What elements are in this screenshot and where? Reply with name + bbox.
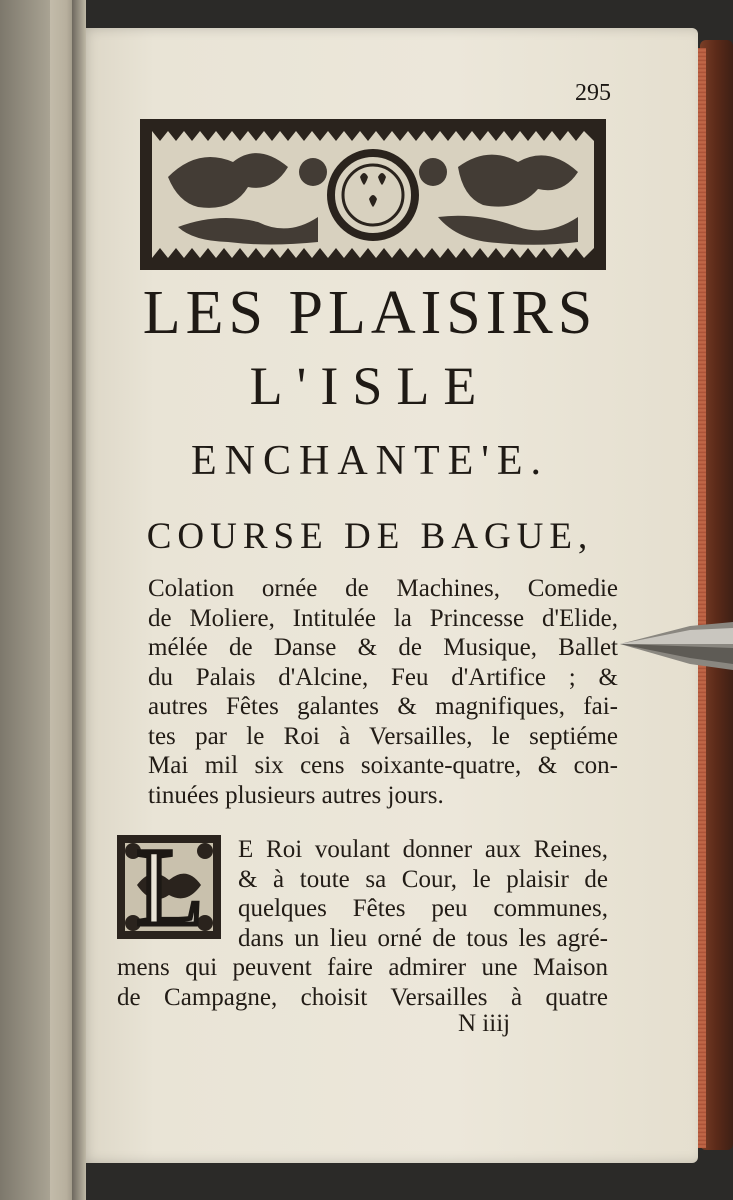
body-line: dans un lieu orné de tous les agré- (238, 924, 608, 952)
subtitle-line: tes par le Roi à Versailles, le septiéme (148, 722, 618, 750)
page-pointer-object (620, 618, 733, 676)
title-line-3: ENCHANTE'E. (190, 438, 550, 484)
subtitle-line: du Palais d'Alcine, Feu d'Artifice ; & (148, 663, 618, 691)
subtitle-line: mélée de Danse & de Musique, Ballet (148, 634, 618, 661)
title-line-1: LES PLAISIRS (142, 279, 598, 347)
subtitle-paragraph (148, 574, 618, 810)
body-line: E Roi voulant donner aux Reines, (238, 836, 608, 863)
body-line: quelques Fêtes peu communes, (238, 895, 608, 922)
subtitle-line: Colation ornée de Machines, Comedie (148, 575, 618, 602)
drop-cap (117, 826, 221, 948)
body-full-lines (117, 953, 608, 1012)
title-line-2: L'ISLE (249, 356, 491, 416)
title-line-4: COURSE DE BAGUE, (146, 516, 594, 557)
left-page-edge (0, 0, 50, 1200)
body-indented-lines (238, 835, 608, 953)
book-gutter (72, 0, 86, 1200)
body-line: & à toute sa Cour, le plaisir de (238, 865, 608, 893)
signature-mark: N iiij (458, 1010, 511, 1037)
body-line: de Campagne, choisit Versailles à quatre (117, 983, 608, 1011)
subtitle-line: autres Fêtes galantes & magnifiques, fai- (148, 693, 618, 720)
subtitle-line: de Moliere, Intitulée la Princesse d'Elide, (148, 604, 618, 632)
woodcut-headpiece-ornament (138, 117, 608, 272)
subtitle-line: tinuées plusieurs autres jours. (148, 781, 444, 809)
page-number: 295 (575, 80, 611, 106)
subtitle-line: Mai mil six cens soixante-quatre, & con- (148, 752, 618, 779)
drop-cap-letter: L (136, 826, 204, 948)
body-line: mens qui peuvent faire admirer une Maison (117, 954, 608, 981)
